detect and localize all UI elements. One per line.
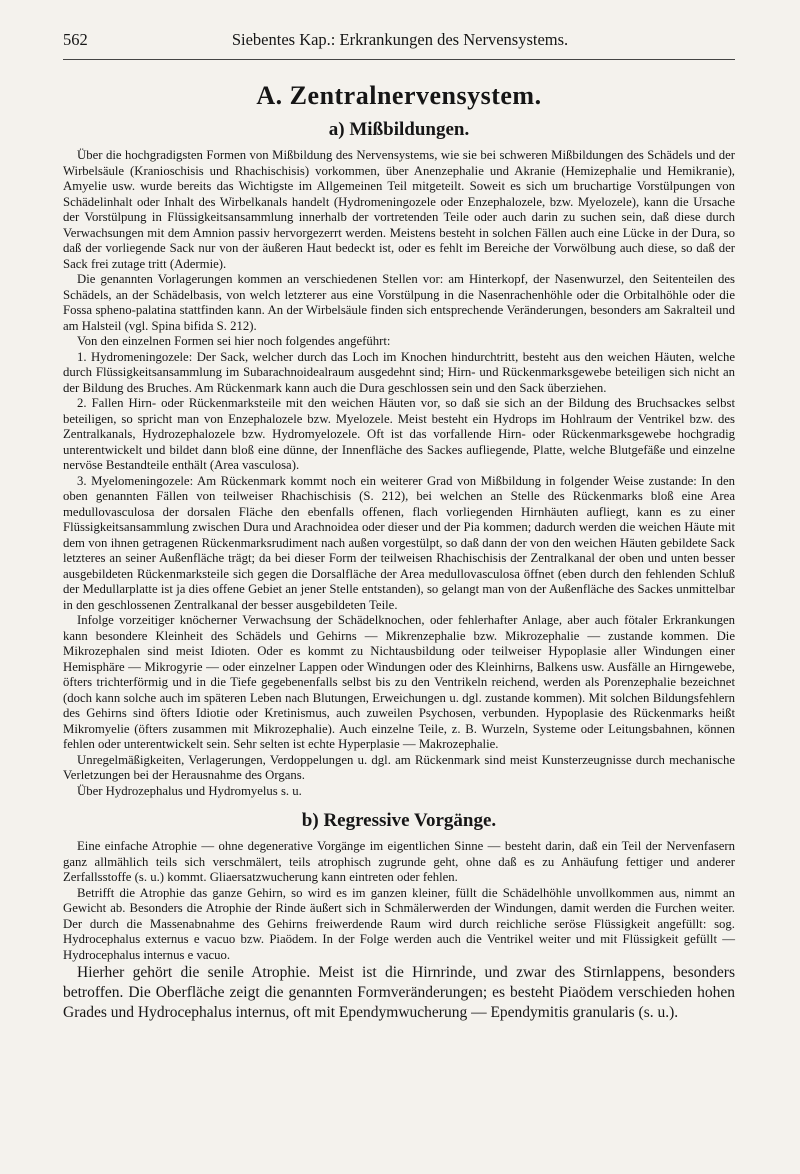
subsection-title-b: b) Regressive Vorgänge. bbox=[301, 810, 497, 831]
paragraph: Unregelmäßigkeiten, Verlagerungen, Verdoppelungen u. dgl. am Rückenmark sind meist Kunsterzeugnisse durch mechanische Verletzungen bei der Herausnahme des Organs. bbox=[63, 752, 735, 782]
header-rule bbox=[63, 59, 735, 60]
paragraph: Von den einzelnen Formen sei hier noch folgendes angeführt: bbox=[77, 334, 391, 348]
paragraph: Über Hydrozephalus und Hydromyelus s. u. bbox=[77, 783, 302, 798]
paragraph-large: Hierher gehört die senile Atrophie. Meist ist die Hirnrinde, und zwar des Stirnlappens, besonders betroffen. Die Oberfläche zeigt die genannten Formveränderungen; es besteht Piaödem verschieden hohen Grades und Hydrocephalus internus, oft mit Ependymwucherung — Ependymitis granularis (s. u.). bbox=[63, 964, 735, 1021]
subsection-title-a: a) Mißbildungen. bbox=[328, 119, 470, 140]
paragraph: 2. Fallen Hirn- oder Rückenmarksteile mit den weichen Häuten vor, so daß sie sich an der Bildung des Bruchsackes selbst beteiligen, so spricht man von Enzephalozele bzw. Myelozele. Meist besteht ein Hydrops im Hohlraum der Ventrikel bzw. des Zentralkanals, Hydrozephalozele bzw. Hydromyelozele. Oft ist das vorfallende Hirn- oder Rückenmarksgewebe hochgradig unterentwickelt und bildet dann bloß eine dünne, der Innenfläche des Sackes aufliegende, Platte, welche Blutgefäße und einzelne nervöse Bestandteile enthält (Area vasculosa). bbox=[63, 396, 735, 472]
running-title: Siebentes Kap.: Erkrankungen des Nervensystems. bbox=[231, 30, 569, 49]
paragraph: 3. Myelomeningozele: Am Rückenmark kommt noch ein weiterer Grad von Mißbildung in folgender Weise zustande: In den oben genannten Fällen von teilweiser Rhachischisis (S. 212), bei welchen an Stelle des Rückenmarks bloß eine Area medullovasculosa der dorsalen Fläche den ebenfalls offenen, flach vorliegenden Hirnhäuten aufliegt, kann es zu einer Flüssigkeitsansammlung zwischen Dura und Arachnoidea oder dieser und der Pia kommen; dadurch werden die weichen Häute mit dem von ihnen getragenen Rückenmarksrudiment nach außen vorgestülpt, so daß dann der von den weichen Häuten gebildete Sack letzteres an seiner Außenfläche trägt; da bei dieser Form der teilweisen Rhachischisis der Zentralkanal der oben und unten besser ausgebildeten Rückenmarksteile sich gegen die Dorsalfläche der Area medullovasculosa öffnet (eben durch den fehlenden Schluß der Medullarplatte ist ja dies offene Gebiet an jener Stelle entstanden), so gelangt man von der Außenfläche des Sackes unmittelbar in den geschlossenen Zentralkanal der besser ausgebildeten Teile. bbox=[63, 473, 735, 612]
paragraph: Über die hochgradigsten Formen von Mißbildung des Nervensystems, wie sie bei schweren Mißbildungen des Schädels und der Wirbelsäule (Kranioschisis und Rhachischisis) vorkommen, über Anenzephalie und Akranie (Hemizephalie und Hemikranie), Amyelie usw. wurde bereits das Wichtigste im Allgemeinen Teil mitgeteilt. Soweit es sich um bruchartige Vorstülpungen von Schädelinhalt oder Inhalt des Wirbelkanals handelt (Hydromeningozele oder Enzephalozele, bzw. Myelozele), kann die Ursache der Vorstülpung in Flüssigkeitsansammlung innerhalb der vortretenden Teile oder auch darin zu suchen sein, daß diese durch Verwachsungen mit dem Amnion passiv hervorgezerrt werden. Meistens besteht in solchen Fällen auch eine Lücke in der Dura, so daß der vorliegende Sack nur von der äußeren Haut bedeckt ist, oder es fehlt im Bereiche der Vorwölbung auch diese, so daß der Sack frei zutage tritt (Adermie). bbox=[63, 148, 735, 271]
page-header bbox=[0, 30, 800, 54]
paragraph: Eine einfache Atrophie — ohne degenerative Vorgänge im eigentlichen Sinne — besteht darin, daß ein Teil der Nervenfasern ganz allmählich teils sich verschmälert, teils atrophisch zugrunde geht, ohne daß es zu Anhäufung fettiger und anderer Zerfallsstoffe (s. u.) kommt. Gliaersatzwucherung kann eintreten oder fehlen. bbox=[63, 839, 735, 884]
paragraph: Betrifft die Atrophie das ganze Gehirn, so wird es im ganzen kleiner, füllt die Schädelhöhle unvollkommen aus, nimmt an Gewicht ab. Besonders die Atrophie der Rinde äußert sich in Schmälerwerden der Windungen, damit werden die Furchen weiter. Der durch die Massenabnahme des Gehirns freiwerdende Raum wird durch reichliche seröse Flüssigkeit angefüllt: sog. Hydrocephalus externus e vacuo bzw. Piaödem. In der Folge werden auch die Ventrikel weiter und mit Flüssigkeit gefüllt — Hydrocephalus internus e vacuo. bbox=[63, 885, 735, 962]
paragraph: Die genannten Vorlagerungen kommen an verschiedenen Stellen vor: am Hinterkopf, der Nasenwurzel, den Seitenteilen des Schädels, an der Schädelbasis, von welch letzterer aus eine Vorstülpung in die Nasenrachenhöhle oder die Orbitalhöhle oder die Fossa spheno-palatina stattfinden kann. An der Wirbelsäule finden sich entsprechende Veränderungen, besonders am Sakralteil und am Halsteil (vgl. Spina bifida S. 212). bbox=[63, 272, 735, 333]
page-body bbox=[63, 80, 735, 1023]
page-number: 562 bbox=[63, 30, 88, 49]
section-title: A. Zentralnervensystem. bbox=[256, 81, 542, 110]
paragraph: Infolge vorzeitiger knöcherner Verwachsung der Schädelknochen, oder fehlerhafter Anlage, aber auch fötaler Erkrankungen kann besondere Kleinheit des Schädels und Gehirns — Mikrenzephalie bzw. Mikrozephalie — zustande kommen. Die Mikrozephalen sind meist Idioten. Oder es kommt zu Nichtausbildung oder teilweiser Hypoplasie aller Windungen einer Hemisphäre — Mikrogyrie — oder einzelner Lappen oder Windungen oder des Kleinhirns, Balkens usw. Ausfälle an Hirngewebe, öfters trichterförmig und in die Tiefe gegebenenfalls selbst bis zu den Ventrikeln reichend, werden als Porenzephalie bezeichnet (doch kann solche auch im späteren Leben nach Blutungen, Erweichungen u. dgl. zustande kommen). Mit solchen Bildungsfehlern des Gehirns sind öfters Idiotie oder Kretinismus, auch zuweilen Psychosen, verbunden. Hypoplasie des Rückenmarks heißt Mikromyelie (öfters zusammen mit Mikrozephalie). Auch einzelne Teile, z. B. Wurzeln, Systeme oder Leitungsbahnen, können fehlen oder unterentwickelt sein. Sehr selten ist echte Hyperplasie — Makrozephalie. bbox=[63, 613, 735, 751]
paragraph: 1. Hydromeningozele: Der Sack, welcher durch das Loch im Knochen hindurchtritt, besteht aus den weichen Häuten, welche durch Flüssigkeitsansammlung im Subarachnoidealraum ausgedehnt sind; Hirn- und Rückenmarksgewebe beteiligen sich nicht an der Bildung des Bruches. Am Rückenmark kann auch die Dura geschlossen sein und den Sack überziehen. bbox=[63, 349, 735, 395]
